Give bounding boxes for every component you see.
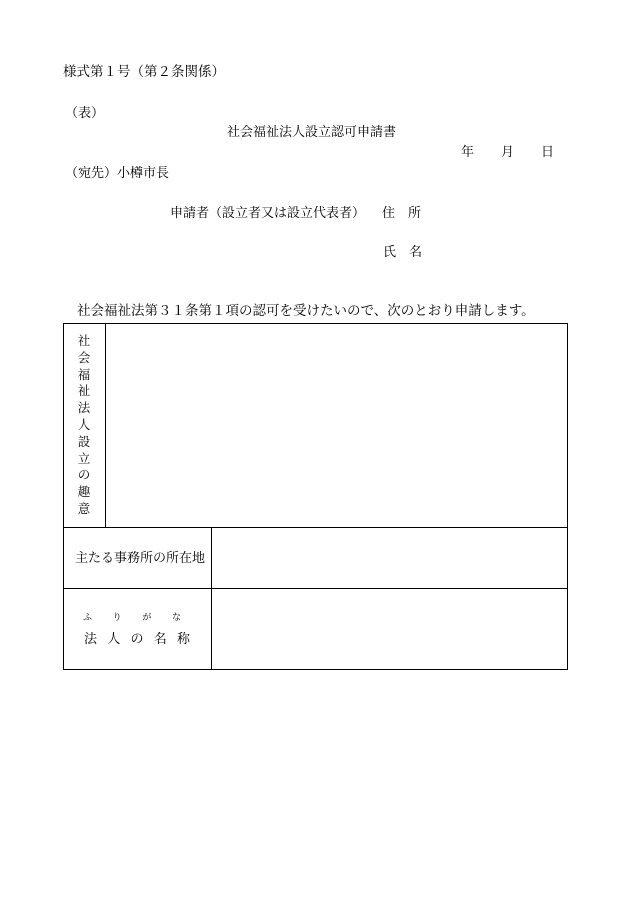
applicant-label: 申請者（設立者又は設立代表者） [170,206,366,221]
purpose-label-char: 意 [77,500,91,516]
furigana-char: ふ [83,613,93,623]
purpose-label-char: 趣 [77,484,91,500]
furigana-char: り [112,613,122,623]
office-location-label: 主たる事務所の所在地 [75,551,206,566]
date-year-label: 年 [461,145,475,160]
addressee: （宛先）小樽市長 [65,166,170,181]
corp-name-char: 称 [176,632,190,647]
corp-name-char: の [130,632,144,647]
corp-name-char: 名 [153,632,167,647]
date-day-label: 日 [541,145,555,160]
purpose-label-char: 福 [77,366,91,382]
purpose-label-char: 法 [77,400,91,416]
name-label: 氏 名 [383,245,423,260]
furigana-char: な [171,613,181,623]
purpose-label-char: 立 [77,450,91,466]
corporation-name-label [84,633,190,646]
corp-name-char: 法 [84,632,98,647]
corporation-name-input[interactable] [212,589,567,669]
purpose-label-char: 社 [77,333,91,348]
corp-name-char: 人 [107,632,121,647]
purpose-label-char: の [77,467,91,483]
date-month-label: 月 [501,145,515,160]
purpose-input-area[interactable] [106,324,567,527]
office-location-input[interactable] [212,528,567,588]
purpose-label-char: 会 [77,349,91,365]
purpose-label-char: 人 [77,416,91,432]
purpose-label [63,333,105,518]
furigana-label [83,614,181,623]
purpose-label-char: 祉 [77,383,91,399]
furigana-char: が [142,613,152,623]
form-number: 様式第１号（第２条関係） [63,64,225,80]
side-label: （表） [65,106,105,121]
address-label: 住 所 [382,206,422,221]
request-text: 社会福祉法第３１条第１項の認可を受けたいので、次のとおり申請します。 [77,303,535,319]
purpose-label-char: 設 [77,433,91,449]
document-title: 社会福祉法人設立認可申請書 [227,125,397,140]
